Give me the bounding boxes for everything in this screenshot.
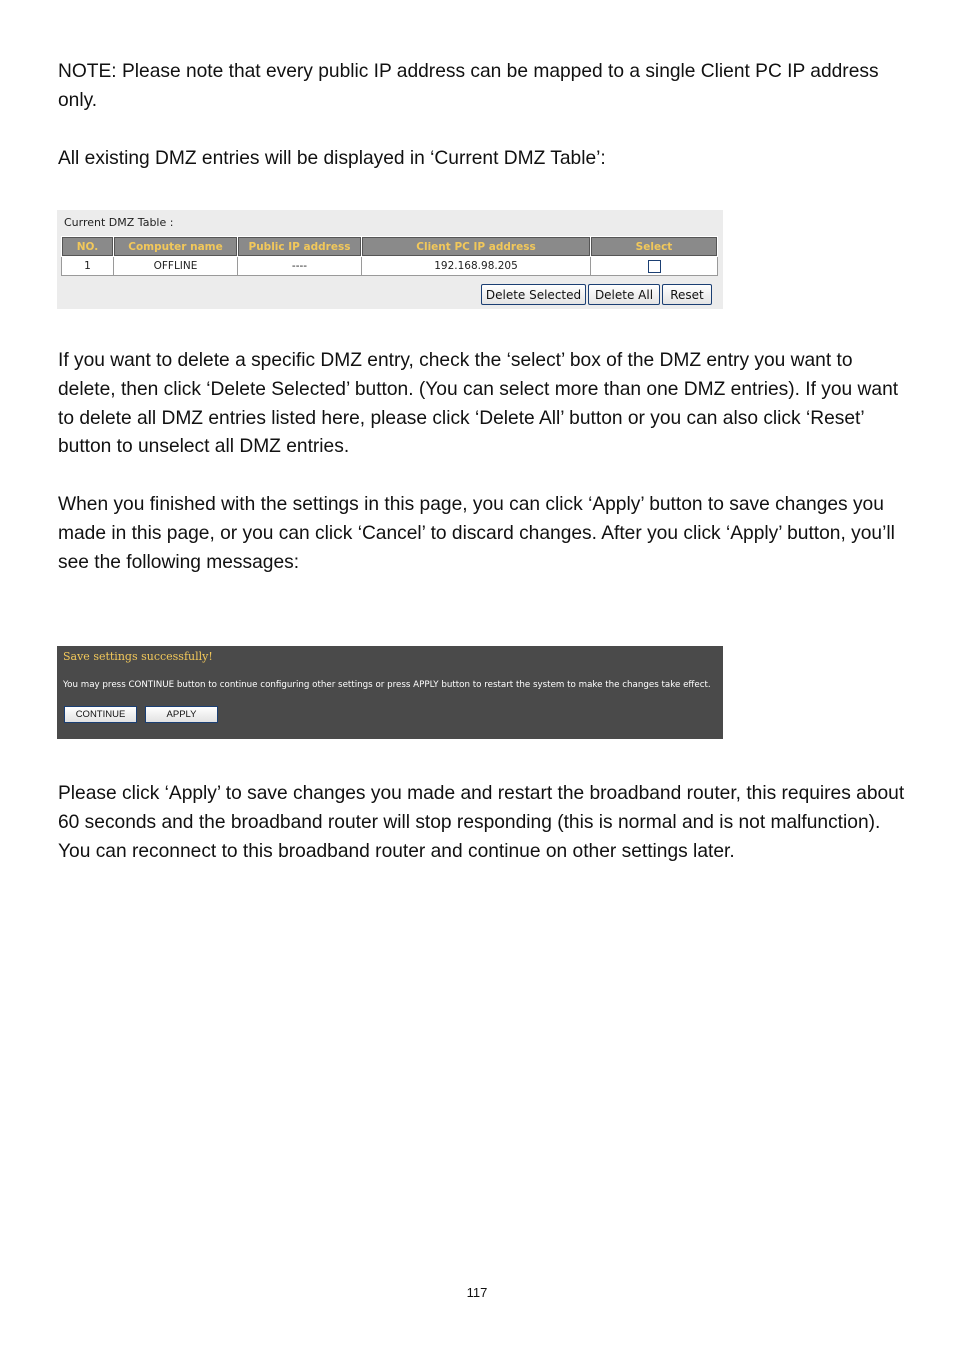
save-dialog-message: You may press CONTINUE button to continue configuring other settings or press APPLY button to restart the system to make the changes take effect. xyxy=(63,680,711,690)
cell-client-ip: 192.168.98.205 xyxy=(362,257,591,276)
header-client-ip: Client PC IP address xyxy=(362,237,591,257)
reset-button[interactable]: Reset xyxy=(662,284,712,305)
dmz-table-header-row xyxy=(62,237,718,257)
apply-instructions-paragraph: When you finished with the settings in this page, you can click ‘Apply’ button to save changes you made in this page, or you can click ‘Cancel’ to discard changes. After you click ‘Apply’ button, you’ll see the following messages: xyxy=(58,494,895,573)
page-number: 117 xyxy=(466,1285,488,1300)
dmz-table-caption: Current DMZ Table : xyxy=(64,216,174,229)
delete-selected-button[interactable]: Delete Selected xyxy=(481,284,586,305)
cell-no: 1 xyxy=(62,257,114,276)
save-settings-dialog xyxy=(57,646,723,739)
header-no: NO. xyxy=(62,237,114,257)
select-checkbox[interactable] xyxy=(648,260,661,273)
cell-public-ip: ---- xyxy=(238,257,362,276)
header-computer-name: Computer name xyxy=(114,237,238,257)
delete-instructions-paragraph: If you want to delete a specific DMZ entry, check the ‘select’ box of the DMZ entry you want to delete, then click ‘Delete Selected’ button. (You can select more than one DMZ entries). If you want to delete all DMZ entries listed here, please click ‘Delete All’ button or you can also click ‘Reset’ button to unselect all DMZ entries. xyxy=(58,350,899,458)
note-paragraph: NOTE: Please note that every public IP address can be mapped to a single Client PC IP address only. xyxy=(58,61,879,111)
cell-computer-name: OFFLINE xyxy=(114,257,238,276)
cell-select xyxy=(591,257,718,276)
continue-button[interactable]: CONTINUE xyxy=(64,706,137,723)
apply-button[interactable]: APPLY xyxy=(145,706,218,723)
save-dialog-title: Save settings successfully! xyxy=(63,650,213,663)
header-public-ip: Public IP address xyxy=(238,237,362,257)
current-dmz-table-panel xyxy=(57,210,723,309)
table-row xyxy=(62,257,718,276)
delete-all-button[interactable]: Delete All xyxy=(588,284,660,305)
header-select: Select xyxy=(591,237,718,257)
dmz-table xyxy=(61,236,718,276)
restart-note-paragraph: Please click ‘Apply’ to save changes you made and restart the broadband router, this requires about 60 seconds and the broadband router will stop responding (this is normal and is not malfunction). You can reconnect to this broadband router and continue on other settings later. xyxy=(58,783,905,862)
existing-entries-paragraph: All existing DMZ entries will be displayed in ‘Current DMZ Table’: xyxy=(58,148,606,169)
